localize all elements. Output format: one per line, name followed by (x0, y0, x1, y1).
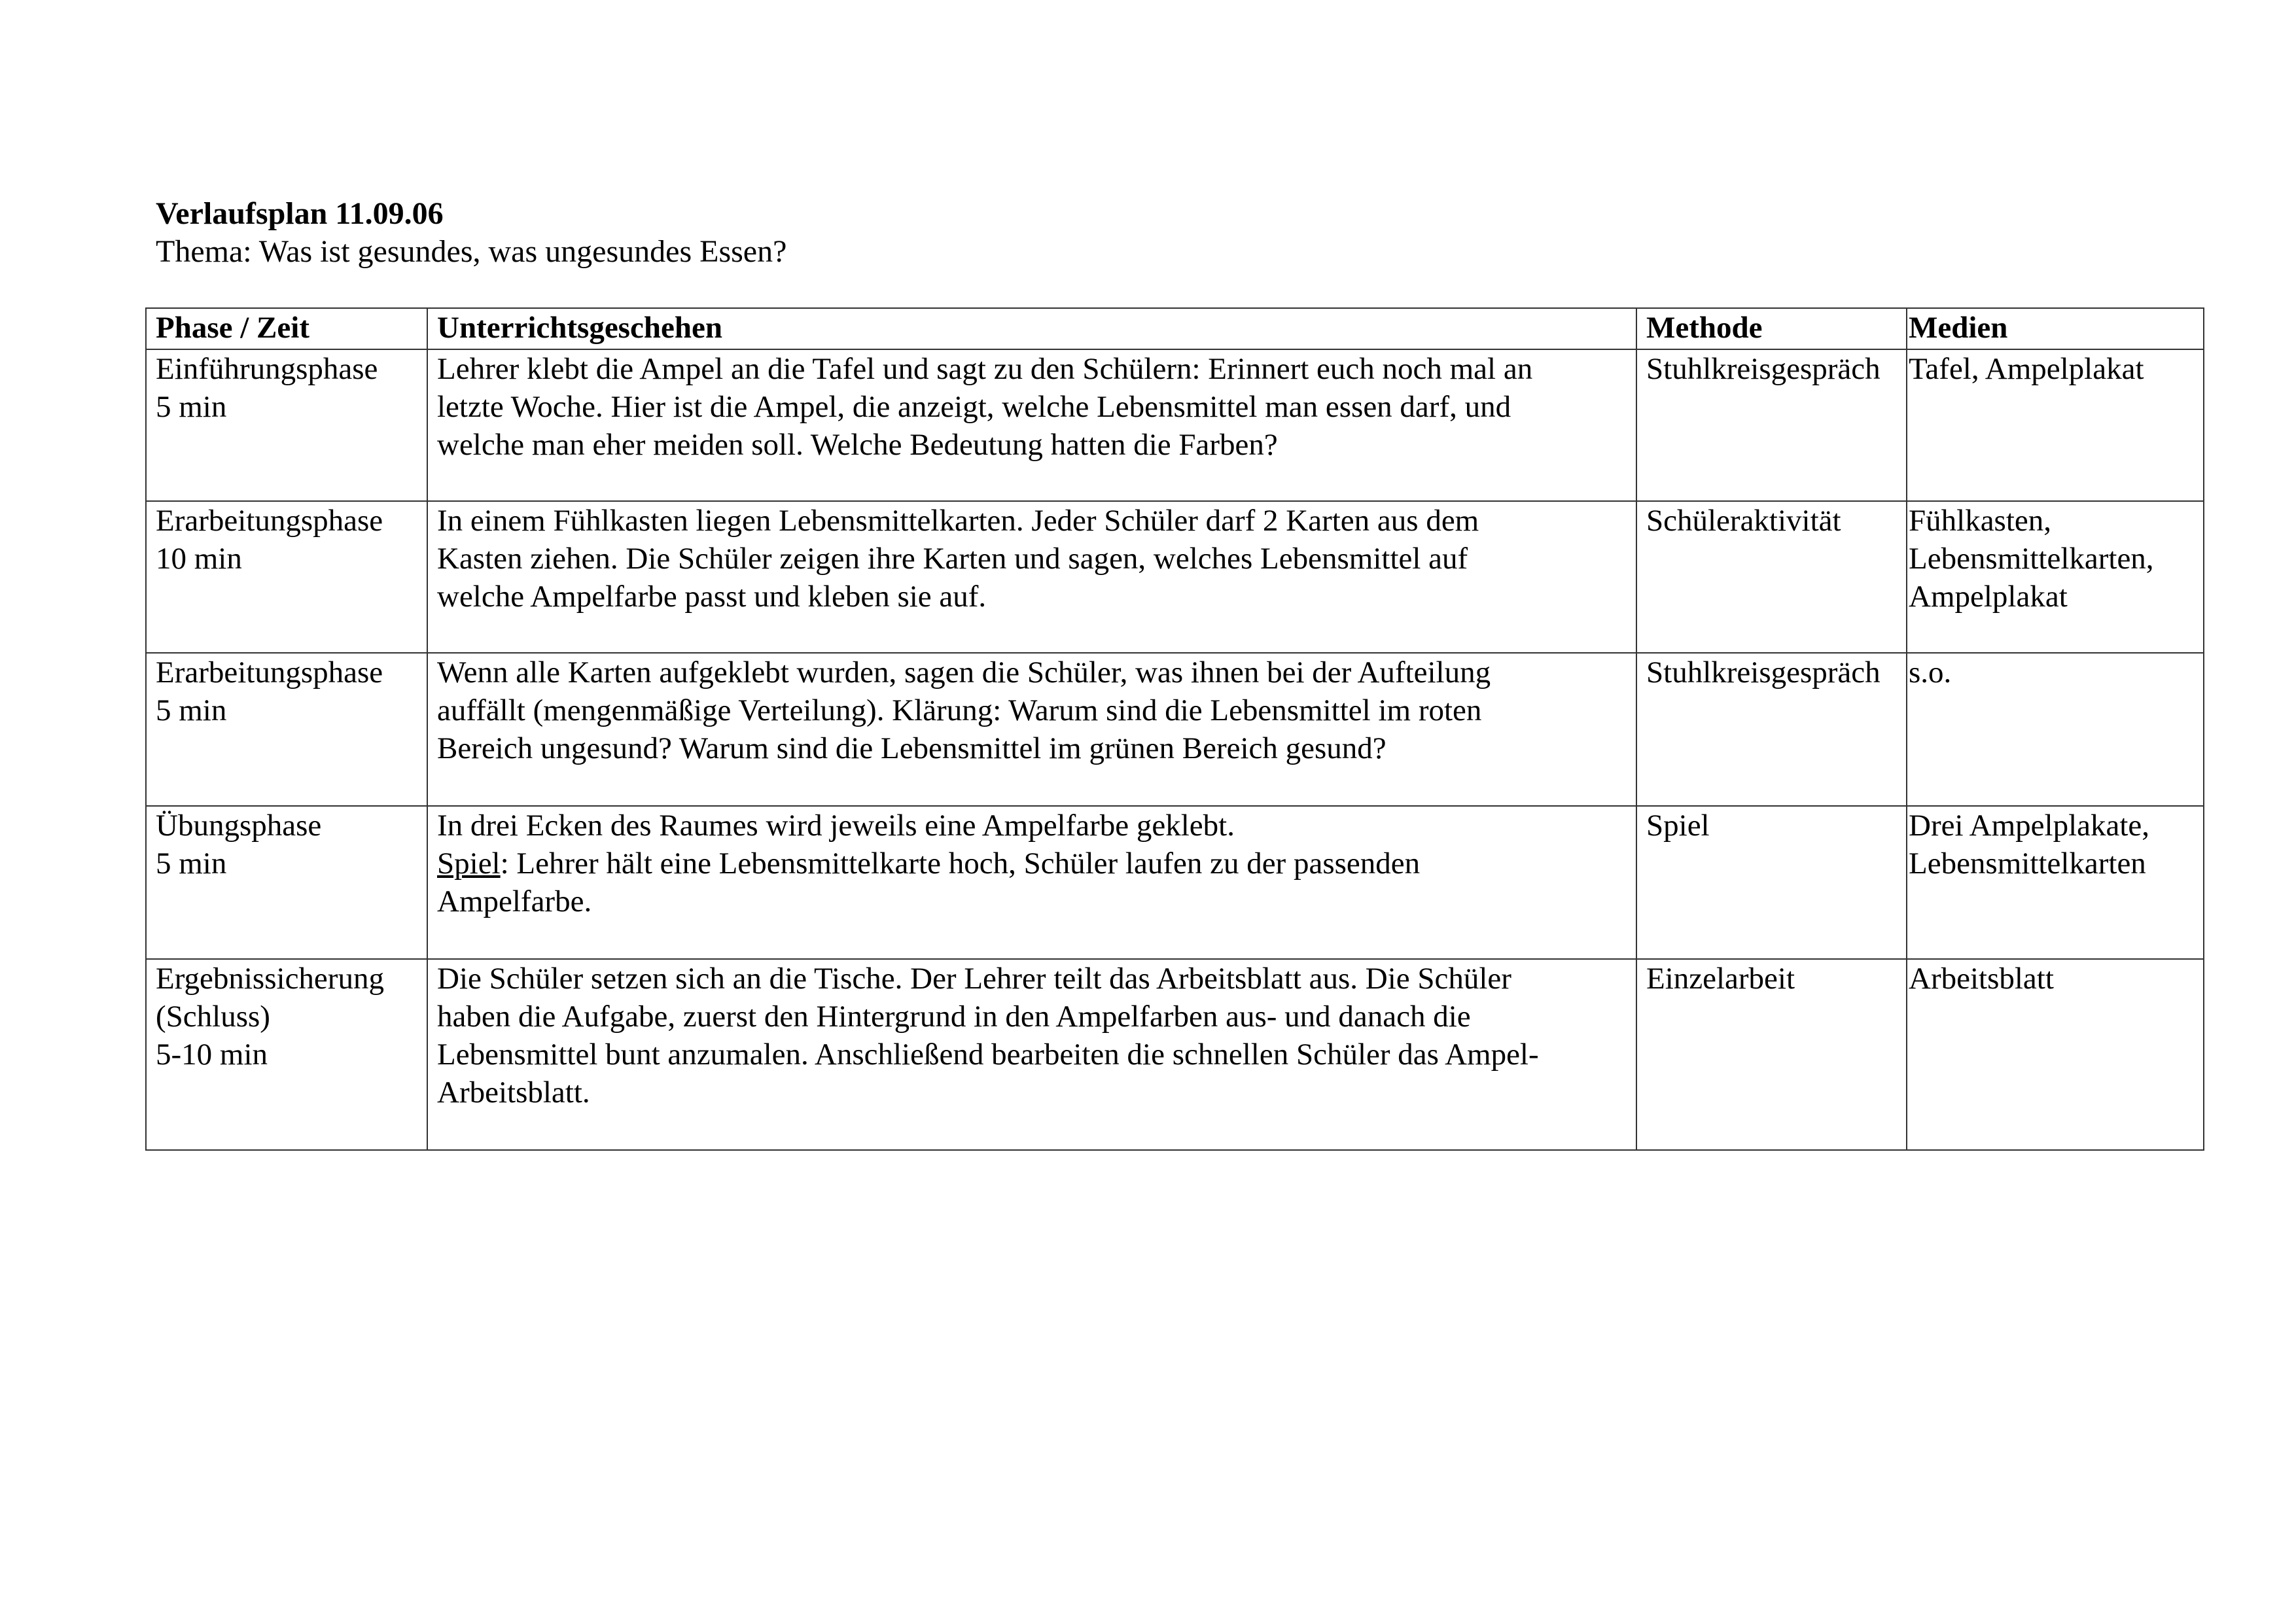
text-line: Die Schüler setzen sich an die Tische. Der Lehrer teilt das Arbeitsblatt aus. Die Schüler (437, 962, 1511, 996)
medien-cell (1907, 501, 2204, 653)
text-line (437, 845, 1629, 882)
table-header-row (146, 308, 2204, 349)
methode-cell (1636, 806, 1907, 959)
text-line: Lehrer klebt die Ampel an die Tafel und sagt zu den Schülern: Erinnert euch noch mal an (437, 352, 1533, 386)
medien-cell (1907, 349, 2204, 501)
medien-line: Arbeitsblatt (1909, 962, 2054, 996)
methode-text: Einzelarbeit (1646, 962, 1795, 996)
text-line: letzte Woche. Hier ist die Ampel, die anzeigt, welche Lebensmittel man essen darf, und (437, 390, 1511, 424)
medien-cell (1907, 806, 2204, 959)
table-row (146, 806, 2204, 959)
methode-cell (1636, 959, 1907, 1150)
phase-cell (146, 501, 427, 653)
column-header-methode: Methode (1636, 308, 1907, 349)
phase-line: 5-10 min (156, 1038, 268, 1072)
phase-line: Erarbeitungsphase (156, 504, 383, 538)
geschehen-cell (427, 349, 1636, 501)
column-header-medien: Medien (1907, 308, 2204, 349)
table-row (146, 653, 2204, 806)
text-line: Ampelfarbe. (437, 884, 592, 918)
phase-line: Erarbeitungsphase (156, 655, 383, 689)
phase-line: Einführungsphase (156, 352, 378, 386)
table-row (146, 501, 2204, 653)
medien-cell (1907, 959, 2204, 1150)
text-line: Bereich ungesund? Warum sind die Lebensmittel im grünen Bereich gesund? (437, 731, 1386, 765)
text-line: welche Ampelfarbe passt und kleben sie auf. (437, 580, 987, 614)
medien-line: Tafel, Ampelplakat (1909, 352, 2144, 386)
medien-line: Lebensmittelkarten, (1909, 542, 2154, 576)
underlined-word: Spiel (437, 846, 501, 881)
document-subtitle: Thema: Was ist gesundes, was ungesundes Essen? (156, 234, 787, 269)
document-title: Verlaufsplan 11.09.06 (156, 196, 444, 231)
phase-cell (146, 959, 427, 1150)
geschehen-cell (427, 501, 1636, 653)
column-header-geschehen: Unterrichtsgeschehen (427, 308, 1636, 349)
methode-cell (1636, 501, 1907, 653)
text-line: Kasten ziehen. Die Schüler zeigen ihre Karten und sagen, welches Lebensmittel auf (437, 542, 1468, 576)
methode-text: Stuhlkreisgespräch (1646, 655, 1881, 689)
medien-line: Fühlkasten, (1909, 504, 2052, 538)
phase-line: Ergebnissicherung (156, 962, 384, 996)
text-line: haben die Aufgabe, zuerst den Hintergrund in den Ampelfarben aus- und danach die (437, 1000, 1471, 1034)
text-line: In einem Fühlkasten liegen Lebensmittelkarten. Jeder Schüler darf 2 Karten aus dem (437, 504, 1479, 538)
phase-line: (Schluss) (156, 1000, 270, 1034)
lesson-plan-table (145, 307, 2204, 1151)
methode-text: Stuhlkreisgespräch (1646, 352, 1881, 386)
methode-text: Schüleraktivität (1646, 504, 1841, 538)
table-row (146, 959, 2204, 1150)
phase-cell (146, 653, 427, 806)
medien-cell (1907, 653, 2204, 806)
phase-cell (146, 349, 427, 501)
phase-line: 5 min (156, 693, 227, 727)
phase-line: 5 min (156, 390, 227, 424)
methode-cell (1636, 653, 1907, 806)
medien-line: s.o. (1909, 655, 1952, 689)
text-line: In drei Ecken des Raumes wird jeweils eine Ampelfarbe geklebt. (437, 809, 1235, 843)
text-line-rest: : Lehrer hält eine Lebensmittelkarte hoch, Schüler laufen zu der passenden (500, 846, 1421, 881)
phase-cell (146, 806, 427, 959)
column-header-phase: Phase / Zeit (146, 308, 427, 349)
text-line: Lebensmittel bunt anzumalen. Anschließend bearbeiten die schnellen Schüler das Ampel- (437, 1038, 1539, 1072)
medien-line: Lebensmittelkarten (1909, 846, 2146, 881)
phase-line: Übungsphase (156, 809, 322, 843)
geschehen-cell (427, 653, 1636, 806)
text-line: Arbeitsblatt. (437, 1075, 590, 1109)
medien-line: Drei Ampelplakate, (1909, 809, 2150, 843)
medien-line: Ampelplakat (1909, 580, 2068, 614)
phase-line: 10 min (156, 542, 242, 576)
geschehen-cell (427, 959, 1636, 1150)
text-line: welche man eher meiden soll. Welche Bedeutung hatten die Farben? (437, 428, 1278, 462)
geschehen-cell (427, 806, 1636, 959)
methode-text: Spiel (1646, 809, 1710, 843)
phase-line: 5 min (156, 846, 227, 881)
text-line: auffällt (mengenmäßige Verteilung). Klärung: Warum sind die Lebensmittel im roten (437, 693, 1482, 727)
methode-cell (1636, 349, 1907, 501)
table-row (146, 349, 2204, 501)
text-line: Wenn alle Karten aufgeklebt wurden, sagen die Schüler, was ihnen bei der Aufteilung (437, 655, 1491, 689)
